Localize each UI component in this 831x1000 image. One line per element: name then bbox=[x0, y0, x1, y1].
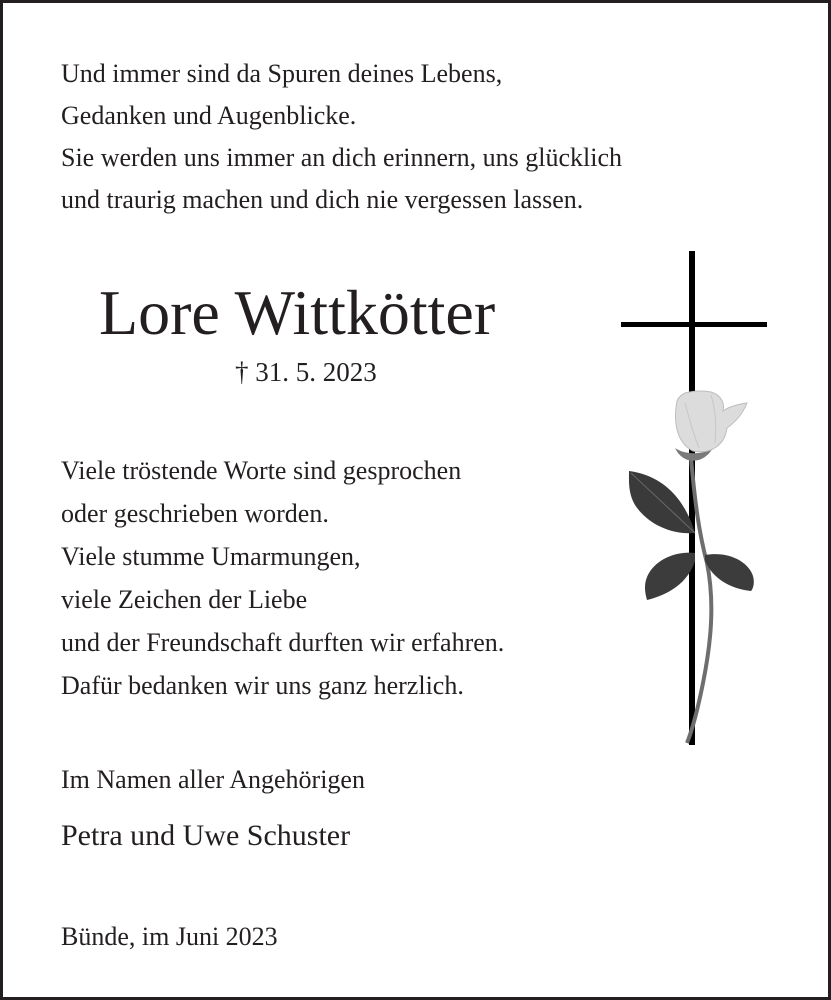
verse-line: und der Freundschaft durften wir erfahren. bbox=[61, 628, 505, 657]
verse-line: Sie werden uns immer an dich erinnern, uns glücklich bbox=[61, 143, 623, 172]
death-date: † 31. 5. 2023 bbox=[235, 357, 377, 387]
verse-line: Viele stumme Umarmungen, bbox=[61, 542, 361, 571]
verse-line: Und immer sind da Spuren deines Lebens, bbox=[61, 59, 503, 88]
thanks-verse bbox=[61, 449, 504, 707]
cross-with-rose-icon bbox=[603, 243, 793, 753]
verse-line: Gedanken und Augenblicke. bbox=[61, 101, 357, 130]
verse-line: Viele tröstende Worte sind gesprochen bbox=[61, 456, 462, 485]
deceased-name: Lore Wittkötter bbox=[99, 277, 496, 348]
signers: Petra und Uwe Schuster bbox=[61, 819, 351, 852]
verse-line: und traurig machen und dich nie vergessen lassen. bbox=[61, 185, 584, 214]
verse-line: viele Zeichen der Liebe bbox=[61, 585, 308, 614]
place-date: Bünde, im Juni 2023 bbox=[61, 922, 278, 951]
on-behalf-line: Im Namen aller Angehörigen bbox=[61, 765, 365, 794]
verse-line: oder geschrieben worden. bbox=[61, 499, 329, 528]
opening-verse bbox=[61, 53, 622, 221]
verse-line: Dafür bedanken wir uns ganz herzlich. bbox=[61, 671, 464, 700]
